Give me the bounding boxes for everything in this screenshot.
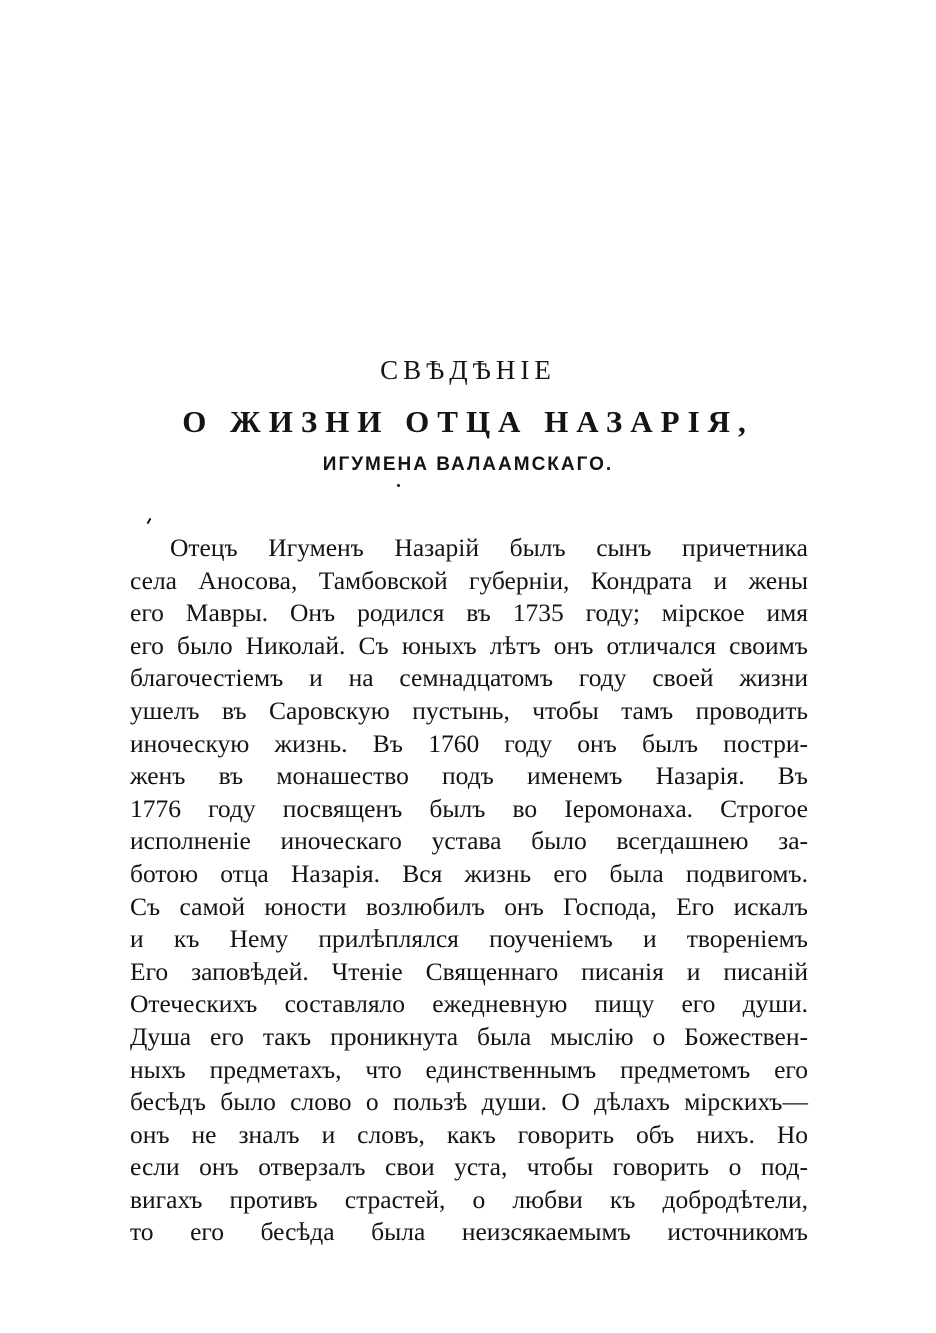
text-line: иноческую жизнь. Въ 1760 году онъ былъ постри- [130, 728, 808, 758]
document-subtitle-secondary: ИГУМЕНА ВАЛААМСКАГО. [322, 454, 614, 475]
text-line: ныхъ предметахъ, что единственнымъ предметомъ его [130, 1054, 808, 1084]
text-line: Съ самой юности возлюбилъ онъ Господа, Его искалъ [130, 891, 808, 921]
text-line: если онъ отверзалъ свои уста, чтобы говорить о под- [130, 1152, 808, 1182]
text-line: Душа его такъ проникнута была мыслію о Божествен- [130, 1021, 808, 1051]
text-line: 1776 году посвященъ былъ во Іеромонаха. Строгое [130, 793, 808, 823]
stray-tick-mark [147, 518, 152, 524]
document-subtitle: О ЖИЗНИ ОТЦА НАЗАРІЯ, [182, 404, 754, 439]
text-line: его было Николай. Съ юныхъ лѣтъ онъ отличался своимъ [130, 630, 808, 660]
text-line: женъ въ монашество подъ именемъ Назарія. Въ [130, 761, 808, 791]
text-line: то его бесѣда была неизсякаемымъ источникомъ [130, 1217, 808, 1247]
body-paragraph [130, 532, 808, 1249]
text-line: бесѣдъ было слово о пользѣ души. О дѣлахъ мірскихъ— [130, 1087, 808, 1117]
text-line: онъ не зналъ и словъ, какъ говорить объ нихъ. Но [130, 1119, 808, 1149]
text-line: ботою отца Назарія. Вся жизнь его была подвигомъ. [130, 858, 808, 888]
text-line: и къ Нему прилѣплялся поученіемъ и твореніемъ [130, 924, 808, 954]
text-line: Отеческихъ составляло ежедневную пищу его души. [130, 989, 808, 1019]
text-line: его Мавры. Онъ родился въ 1735 году; мірское имя [130, 598, 808, 628]
text-line: вигахъ противъ страстей, о любви къ добродѣтели, [130, 1184, 808, 1214]
document-title: СВѢДѢНІЕ [380, 355, 556, 385]
stray-dot-mark [397, 484, 400, 487]
text-line: благочестіемъ и на семнадцатомъ году своей жизни [130, 663, 808, 693]
text-line: исполненіе иноческаго устава было всегдашнею за- [130, 826, 808, 856]
text-line: Отецъ Игуменъ Назарій былъ сынъ причетника [170, 533, 808, 562]
text-line: села Аносова, Тамбовской губерніи, Кондрата и жены [130, 565, 808, 595]
text-line: Его заповѣдей. Чтеніе Священнаго писанія и писаній [130, 956, 808, 986]
text-line: ушелъ въ Саровскую пустынь, чтобы тамъ проводить [130, 695, 808, 725]
